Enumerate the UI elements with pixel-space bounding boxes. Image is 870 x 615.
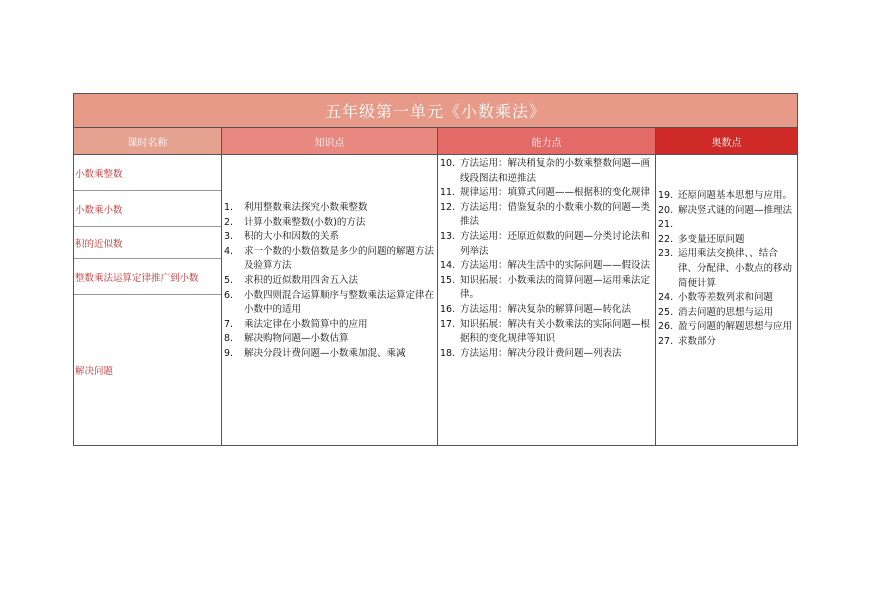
table-title: 五年级第一单元《小数乘法》 xyxy=(74,94,797,128)
list-item: 10. 方法运用：解决稍复杂的小数乘整数问题—画线段图法和逆推法 xyxy=(440,158,651,184)
list-item: 9. 解决分段计费问题—小数乘加混、乘减 xyxy=(224,347,406,359)
list-item: 16. 方法运用：解决复杂的解算问题—转化法 xyxy=(440,303,632,315)
list-item: 20. 解决竖式谜的问题—推理法 xyxy=(658,204,793,216)
list-item: 24. 小数等差数列求和问题 xyxy=(658,292,774,304)
list-item: 19. 还原问题基本思想与应用。 xyxy=(658,190,793,201)
list-item: 11. 规律运用：填算式问题——根据积的变化规律 xyxy=(440,187,651,199)
lesson-cell: 整数乘法运算定律推广到小数 xyxy=(74,259,221,295)
header-lesson: 课时名称 xyxy=(74,128,222,155)
list-item: 14. 方法运用：解决生活中的实际问题——假设法 xyxy=(440,260,651,272)
lesson-cell: 积的近似数 xyxy=(74,227,221,259)
list-item: 23. 运用乘法交换律、、结合律、分配律、小数点的移动简便计算 xyxy=(658,248,793,289)
list-item: 8. 解决购物问题—小数估算 xyxy=(224,333,349,345)
lesson-cell: 小数乘整数 xyxy=(74,155,221,191)
lesson-column xyxy=(74,155,222,445)
list-item: 3. 积的大小和因数的关系 xyxy=(224,231,340,243)
list-item: 6. 小数四则混合运算顺序与整数乘法运算定律在小数中的适用 xyxy=(224,289,435,316)
list-item: 5. 求积的近似数用四舍五入法 xyxy=(224,274,359,286)
list-item: 13. 方法运用：还原近似数的问题—分类讨论法和列举法 xyxy=(440,230,651,257)
lesson-plan-table xyxy=(73,93,798,446)
list-item: 22. 多变量还原问题 xyxy=(658,233,745,245)
list-item: 17. 知识拓展：解决有关小数乘法的实际问题—根据积的变化规律等知识 xyxy=(440,318,651,345)
header-olympiad: 奥数点 xyxy=(656,128,797,155)
list-item: 21. xyxy=(658,219,674,231)
olympiad-column xyxy=(656,155,797,445)
list-item: 15. 知识拓展：小数乘法的简算问题—运用乘法定律。 xyxy=(440,274,651,301)
lesson-cell: 解决问题 xyxy=(75,366,114,377)
ability-column xyxy=(438,155,656,445)
list-item: 12. 方法运用：借鉴复杂的小数乘小数的问题—类推法 xyxy=(440,201,651,228)
knowledge-column xyxy=(222,155,438,445)
lesson-cell: 小数乘小数 xyxy=(74,191,221,227)
list-item: 4. 求一个数的小数倍数是多少的问题的解题方法及验算方法 xyxy=(224,245,435,272)
list-item: 7. 乘法定律在小数简算中的应用 xyxy=(224,318,368,330)
header-ability: 能力点 xyxy=(438,128,656,155)
list-item: 1. 利用整数乘法探究小数乘整数 xyxy=(224,202,368,213)
list-item: 2. 计算小数乘整数(小数)的方法 xyxy=(224,216,366,228)
list-item: 26. 盈亏问题的解题思想与应用 xyxy=(658,321,793,333)
list-item: 18. 方法运用：解决分段计费问题—列表法 xyxy=(440,347,622,359)
list-item: 27. 求数部分 xyxy=(658,335,717,347)
list-item: 25. 消去问题的思想与运用 xyxy=(658,306,774,318)
header-knowledge: 知识点 xyxy=(222,128,438,155)
